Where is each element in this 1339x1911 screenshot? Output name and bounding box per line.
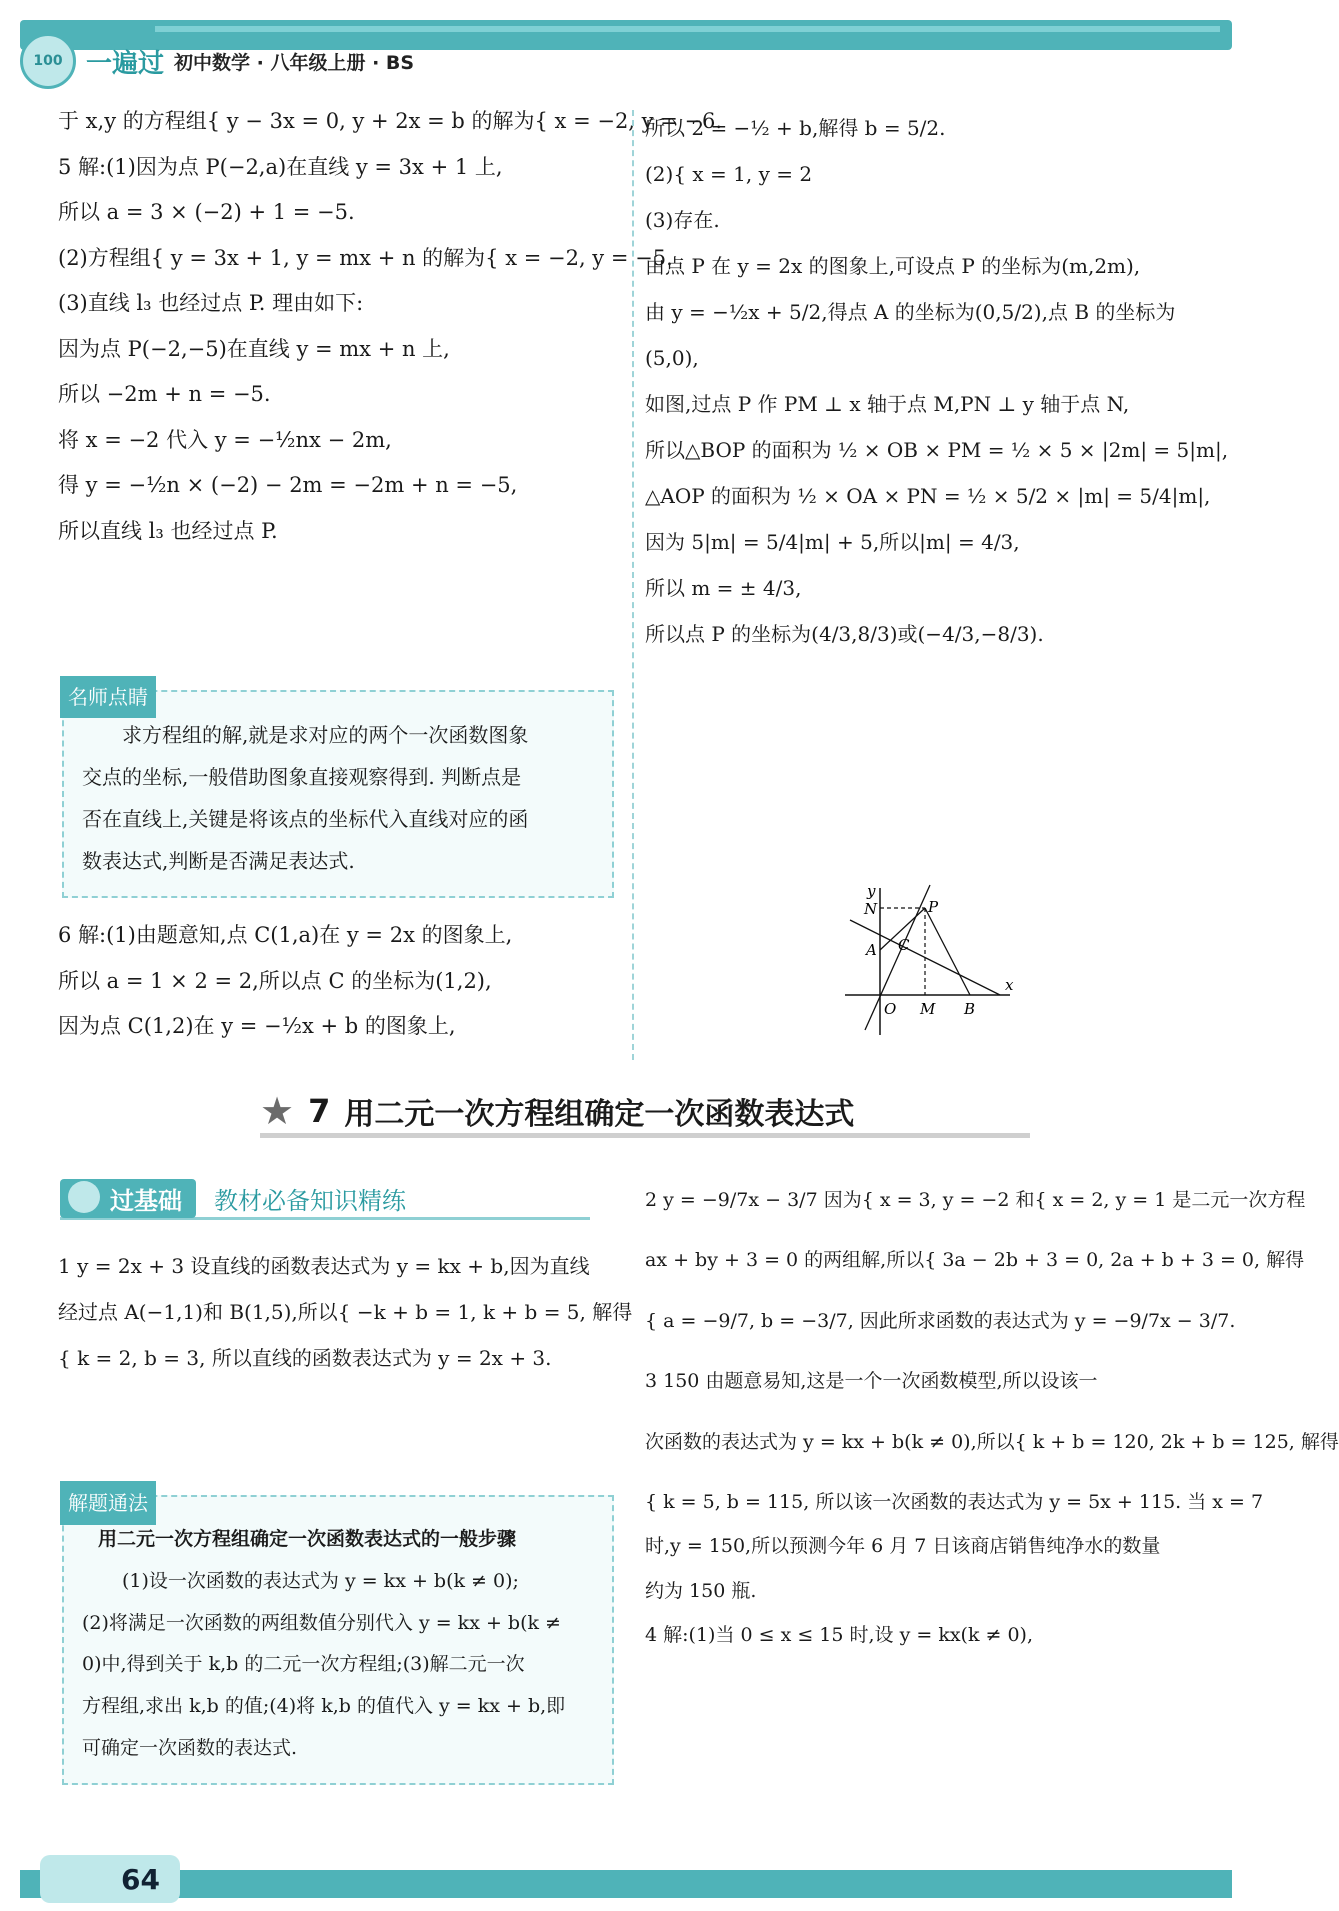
text-line: 将 x = −2 代入 y = −½nx − 2m, — [58, 427, 392, 452]
mascot-icon: 100 — [20, 33, 76, 89]
section-heading: 用二元一次方程组确定一次函数表达式 — [344, 1096, 855, 1132]
text-line: (3)直线 l₃ 也经过点 P. 理由如下: — [58, 291, 364, 315]
label-o: O — [884, 1000, 897, 1018]
tip-line: 求方程组的解,就是求对应的两个一次函数图象 — [122, 723, 529, 747]
tip-line: (2)将满足一次函数的两组数值分别代入 y = kx + b(k ≠ — [82, 1611, 561, 1634]
text-line: 约为 150 瓶. — [645, 1579, 757, 1602]
label-m: M — [920, 1000, 936, 1018]
text-line: 所以△BOP 的面积为 ½ × OB × PM = ½ × 5 × |2m| = 5|m|, — [645, 438, 1229, 462]
coordinate-figure — [840, 880, 1020, 1040]
text-line: 6 解:(1)由题意知,点 C(1,a)在 y = 2x 的图象上, — [58, 923, 513, 947]
text-line: 2 y = −9/7x − 3/7 因为{ x = 3, y = −2 和{ x = 2, y = 1 是二元一次方程 — [645, 1189, 1306, 1211]
teacher-tip-tag: 名师点睛 — [60, 676, 156, 718]
teacher-tip-box — [62, 685, 614, 898]
tip-line: 方程组,求出 k,b 的值;(4)将 k,b 的值代入 y = kx + b,即 — [82, 1695, 566, 1718]
text-line: 得 y = −½n × (−2) − 2m = −2m + n = −5, — [58, 473, 518, 497]
column-divider — [632, 110, 634, 1060]
text-line: 由点 P 在 y = 2x 的图象上,可设点 P 的坐标为(m,2m), — [645, 254, 1141, 278]
tip-line: 0)中,得到关于 k,b 的二元一次方程组;(3)解二元一次 — [82, 1653, 525, 1676]
method-tip-heading: 用二元一次方程组确定一次函数表达式的一般步骤 — [98, 1528, 517, 1550]
text-line: 所以 m = ± 4/3, — [645, 576, 802, 600]
label-b: B — [964, 1000, 976, 1018]
left-column-bottom — [58, 1250, 633, 1388]
label-n: N — [864, 900, 878, 918]
text-line: 经过点 A(−1,1)和 B(1,5),所以{ −k + b = 1, k + b = 5, 解得 — [58, 1300, 633, 1324]
tip-line: 交点的坐标,一般借助图象直接观察得到. 判断点是 — [82, 765, 522, 789]
header-band-stripe — [155, 26, 1220, 32]
subject-label: 初中数学 · 八年级上册 · BS — [174, 51, 415, 74]
section-number: 7 — [308, 1091, 331, 1130]
label-c: C — [898, 936, 910, 954]
text-line: { k = 5, b = 115, 所以该一次函数的表达式为 y = 5x + 115. 当 x = 7 — [645, 1490, 1264, 1513]
section-title — [260, 1088, 1030, 1138]
text-line: (2){ x = 1, y = 2 — [645, 162, 813, 186]
tip-line: 可确定一次函数的表达式. — [82, 1736, 298, 1759]
label-y: y — [867, 882, 876, 900]
text-line: 4 解:(1)当 0 ≤ x ≤ 15 时,设 y = kx(k ≠ 0), — [645, 1624, 1034, 1647]
basic-practice-bar — [60, 1180, 590, 1220]
text-line: 因为点 P(−2,−5)在直线 y = mx + n 上, — [58, 336, 450, 361]
text-line: 所以 a = 3 × (−2) + 1 = −5. — [58, 200, 355, 224]
left-column-q6 — [58, 920, 618, 1057]
tip-line: 数表达式,判断是否满足表达式. — [82, 849, 355, 873]
text-line: (3)存在. — [645, 208, 720, 232]
text-line: 次函数的表达式为 y = kx + b(k ≠ 0),所以{ k + b = 120, 2k + b = 125, 解得 — [645, 1430, 1339, 1453]
text-line: 因为 5|m| = 5/4|m| + 5,所以|m| = 4/3, — [645, 530, 1020, 554]
brand-title: 一遍过 — [86, 48, 165, 79]
text-line: 所以点 P 的坐标为(4/3,8/3)或(−4/3,−8/3). — [645, 622, 1044, 646]
text-line: 3 150 由题意易知,这是一个一次函数模型,所以设该一 — [645, 1370, 1098, 1393]
basic-practice-subtitle: 教材必备知识精练 — [214, 1187, 406, 1215]
footer-band — [20, 1870, 1232, 1898]
text-line: 所以 2 = −½ + b,解得 b = 5/2. — [645, 116, 946, 140]
label-x: x — [1005, 976, 1014, 994]
text-line: 所以 −2m + n = −5. — [58, 382, 271, 406]
page-header — [20, 36, 414, 86]
line-pb2 — [925, 908, 970, 995]
text-line: △AOP 的面积为 ½ × OA × PN = ½ × 5/2 × |m| = 5/4|m|, — [645, 484, 1211, 508]
text-line: (5,0), — [645, 346, 699, 370]
star-icon: ★ — [260, 1088, 295, 1133]
tip-line: (1)设一次函数的表达式为 y = kx + b(k ≠ 0); — [122, 1569, 519, 1592]
text-line: 因为点 C(1,2)在 y = −½x + b 的图象上, — [58, 1014, 456, 1038]
basic-practice-tag: 过基础 — [60, 1179, 196, 1218]
label-a: A — [866, 941, 877, 959]
text-line: 1 y = 2x + 3 设直线的函数表达式为 y = kx + b,因为直线 — [58, 1254, 590, 1278]
text-line: 如图,过点 P 作 PM ⊥ x 轴于点 M,PN ⊥ y 轴于点 N, — [645, 392, 1130, 416]
tip-line: 否在直线上,关键是将该点的坐标代入直线对应的函 — [82, 807, 529, 831]
text-line: 于 x,y 的方程组{ y − 3x = 0, y + 2x = b 的解为{ x = −2, y = −6. — [58, 109, 723, 133]
right-column-top — [645, 112, 1229, 664]
text-line: ax + by + 3 = 0 的两组解,所以{ 3a − 2b + 3 = 0, 2a + b + 3 = 0, 解得 — [645, 1249, 1305, 1272]
label-p: P — [928, 898, 939, 916]
text-line: { k = 2, b = 3, 所以直线的函数表达式为 y = 2x + 3. — [58, 1346, 552, 1370]
method-tip-box — [62, 1491, 614, 1785]
method-tip-tag: 解题通法 — [60, 1481, 156, 1525]
text-line: 5 解:(1)因为点 P(−2,a)在直线 y = 3x + 1 上, — [58, 154, 503, 179]
text-line: 所以 a = 1 × 2 = 2,所以点 C 的坐标为(1,2), — [58, 968, 492, 993]
text-line: 所以直线 l₃ 也经过点 P. — [58, 518, 278, 543]
text-line: 由 y = −½x + 5/2,得点 A 的坐标为(0,5/2),点 B 的坐标为 — [645, 300, 1176, 324]
text-line: (2)方程组{ y = 3x + 1, y = mx + n 的解为{ x = −2, y = −5. — [58, 245, 673, 270]
page-number: 64 — [40, 1855, 180, 1903]
right-column-bottom — [645, 1185, 1339, 1665]
text-line: { a = −9/7, b = −3/7, 因此所求函数的表达式为 y = −9/7x − 3/7. — [645, 1309, 1236, 1332]
text-line: 时,y = 150,所以预测今年 6 月 7 日该商店销售纯净水的数量 — [645, 1535, 1161, 1558]
